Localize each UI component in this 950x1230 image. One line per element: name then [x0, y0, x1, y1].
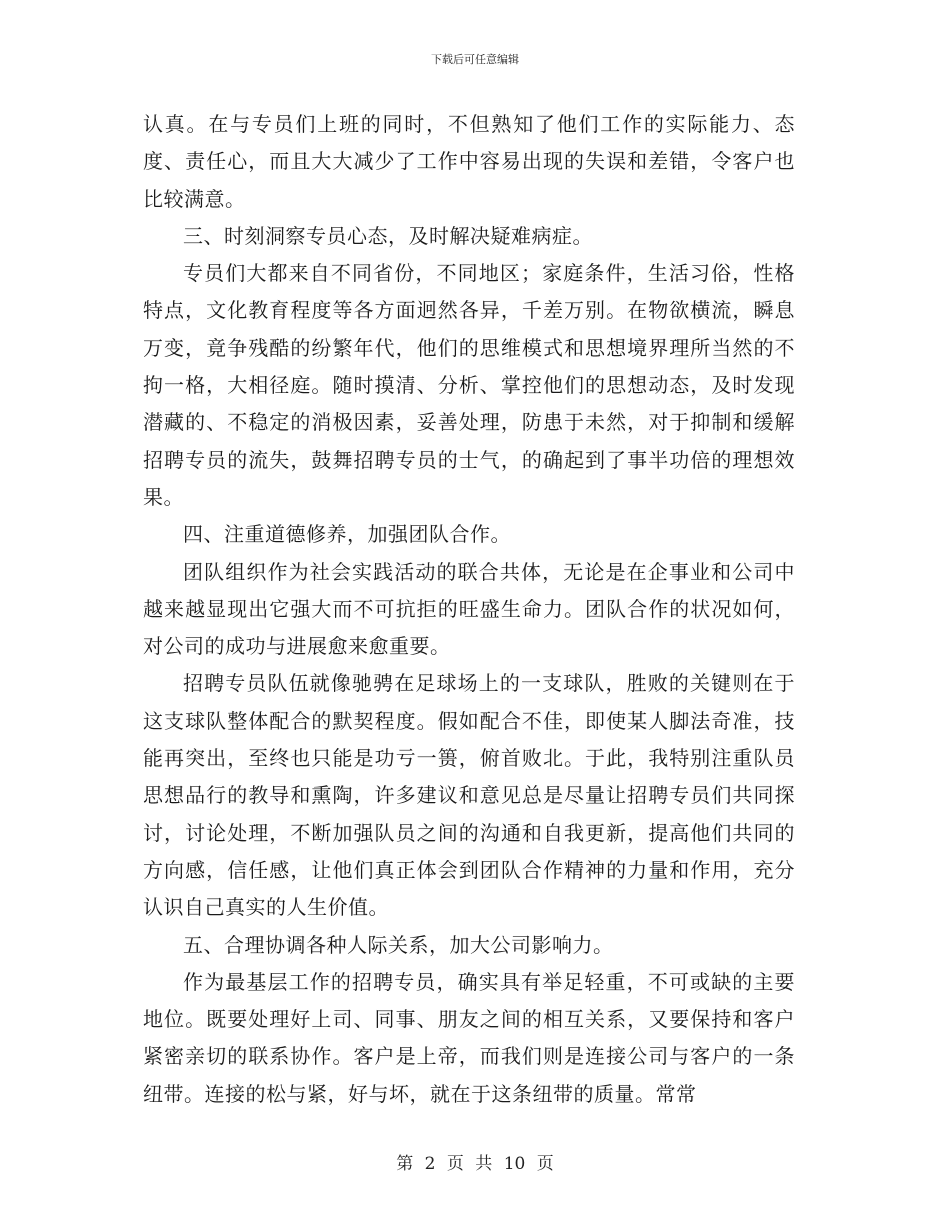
document-body [143, 106, 795, 1113]
paragraph-continuation: 认真。在与专员们上班的同时，不但熟知了他们工作的实际能力、态度、责任心，而且大大减少了工作中容易出现的失误和差错，令客户也比较满意。 [143, 112, 795, 211]
paragraph: 团队组织作为社会实践活动的联合共体，无论是在企事业和公司中越来越显现出它强大而不可抗拒的旺盛生命力。团队合作的状况如何，对公司的成功与进展愈来愈重要。 [143, 559, 795, 659]
section-heading-3: 三、时刻洞察专员心态，及时解决疑难病症。 [183, 223, 593, 248]
page-header: 下载后可任意编辑 [431, 53, 519, 66]
paragraph: 专员们大都来自不同省份，不同地区；家庭条件，生活习俗，性格特点，文化教育程度等各方面迥然各异，千差万别。在物欲横流，瞬息万变，竟争残酷的纷繁年代，他们的思维模式和思想境界理所当然的不拘一格，大相径庭。随时摸清、分析、掌控他们的思想动态，及时发现潜藏的、不稳定的消极因素，妥善处理，防患于未然，对于抑制和缓解招聘专员的流失，鼓舞招聘专员的士气，的确起到了事半功倍的理想效果。 [143, 261, 795, 509]
page-footer: 第 2 页 共 10 页 [396, 1154, 554, 1174]
paragraph: 招聘专员队伍就像驰骋在足球场上的一支球队，胜败的关键则在于这支球队整体配合的默契程度。假如配合不佳，即使某人脚法奇准，技能再突出，至终也只能是功亏一篑，俯首败北。于此，我特别注重队员思想品行的教导和熏陶，许多建议和意见总是尽量让招聘专员们共同探讨，讨论处理，不断加强队员之间的沟通和自我更新，提高他们共同的方向感，信任感，让他们真正体会到团队合作精神的力量和作用，充分认识自己真实的人生价值。 [143, 671, 795, 920]
paragraph: 作为最基层工作的招聘专员，确实具有举足轻重，不可或缺的主要地位。既要处理好上司、同事、朋友之间的相互关系，又要保持和客户紧密亲切的联系协作。客户是上帝，而我们则是连接公司与客户的一条纽带。连接的松与紧，好与坏，就在于这条纽带的质量。常常 [143, 969, 795, 1106]
section-heading-4: 四、注重道德修养，加强团队合作。 [183, 522, 511, 547]
section-heading-5: 五、合理协调各种人际关系，加大公司影响力。 [183, 932, 614, 957]
